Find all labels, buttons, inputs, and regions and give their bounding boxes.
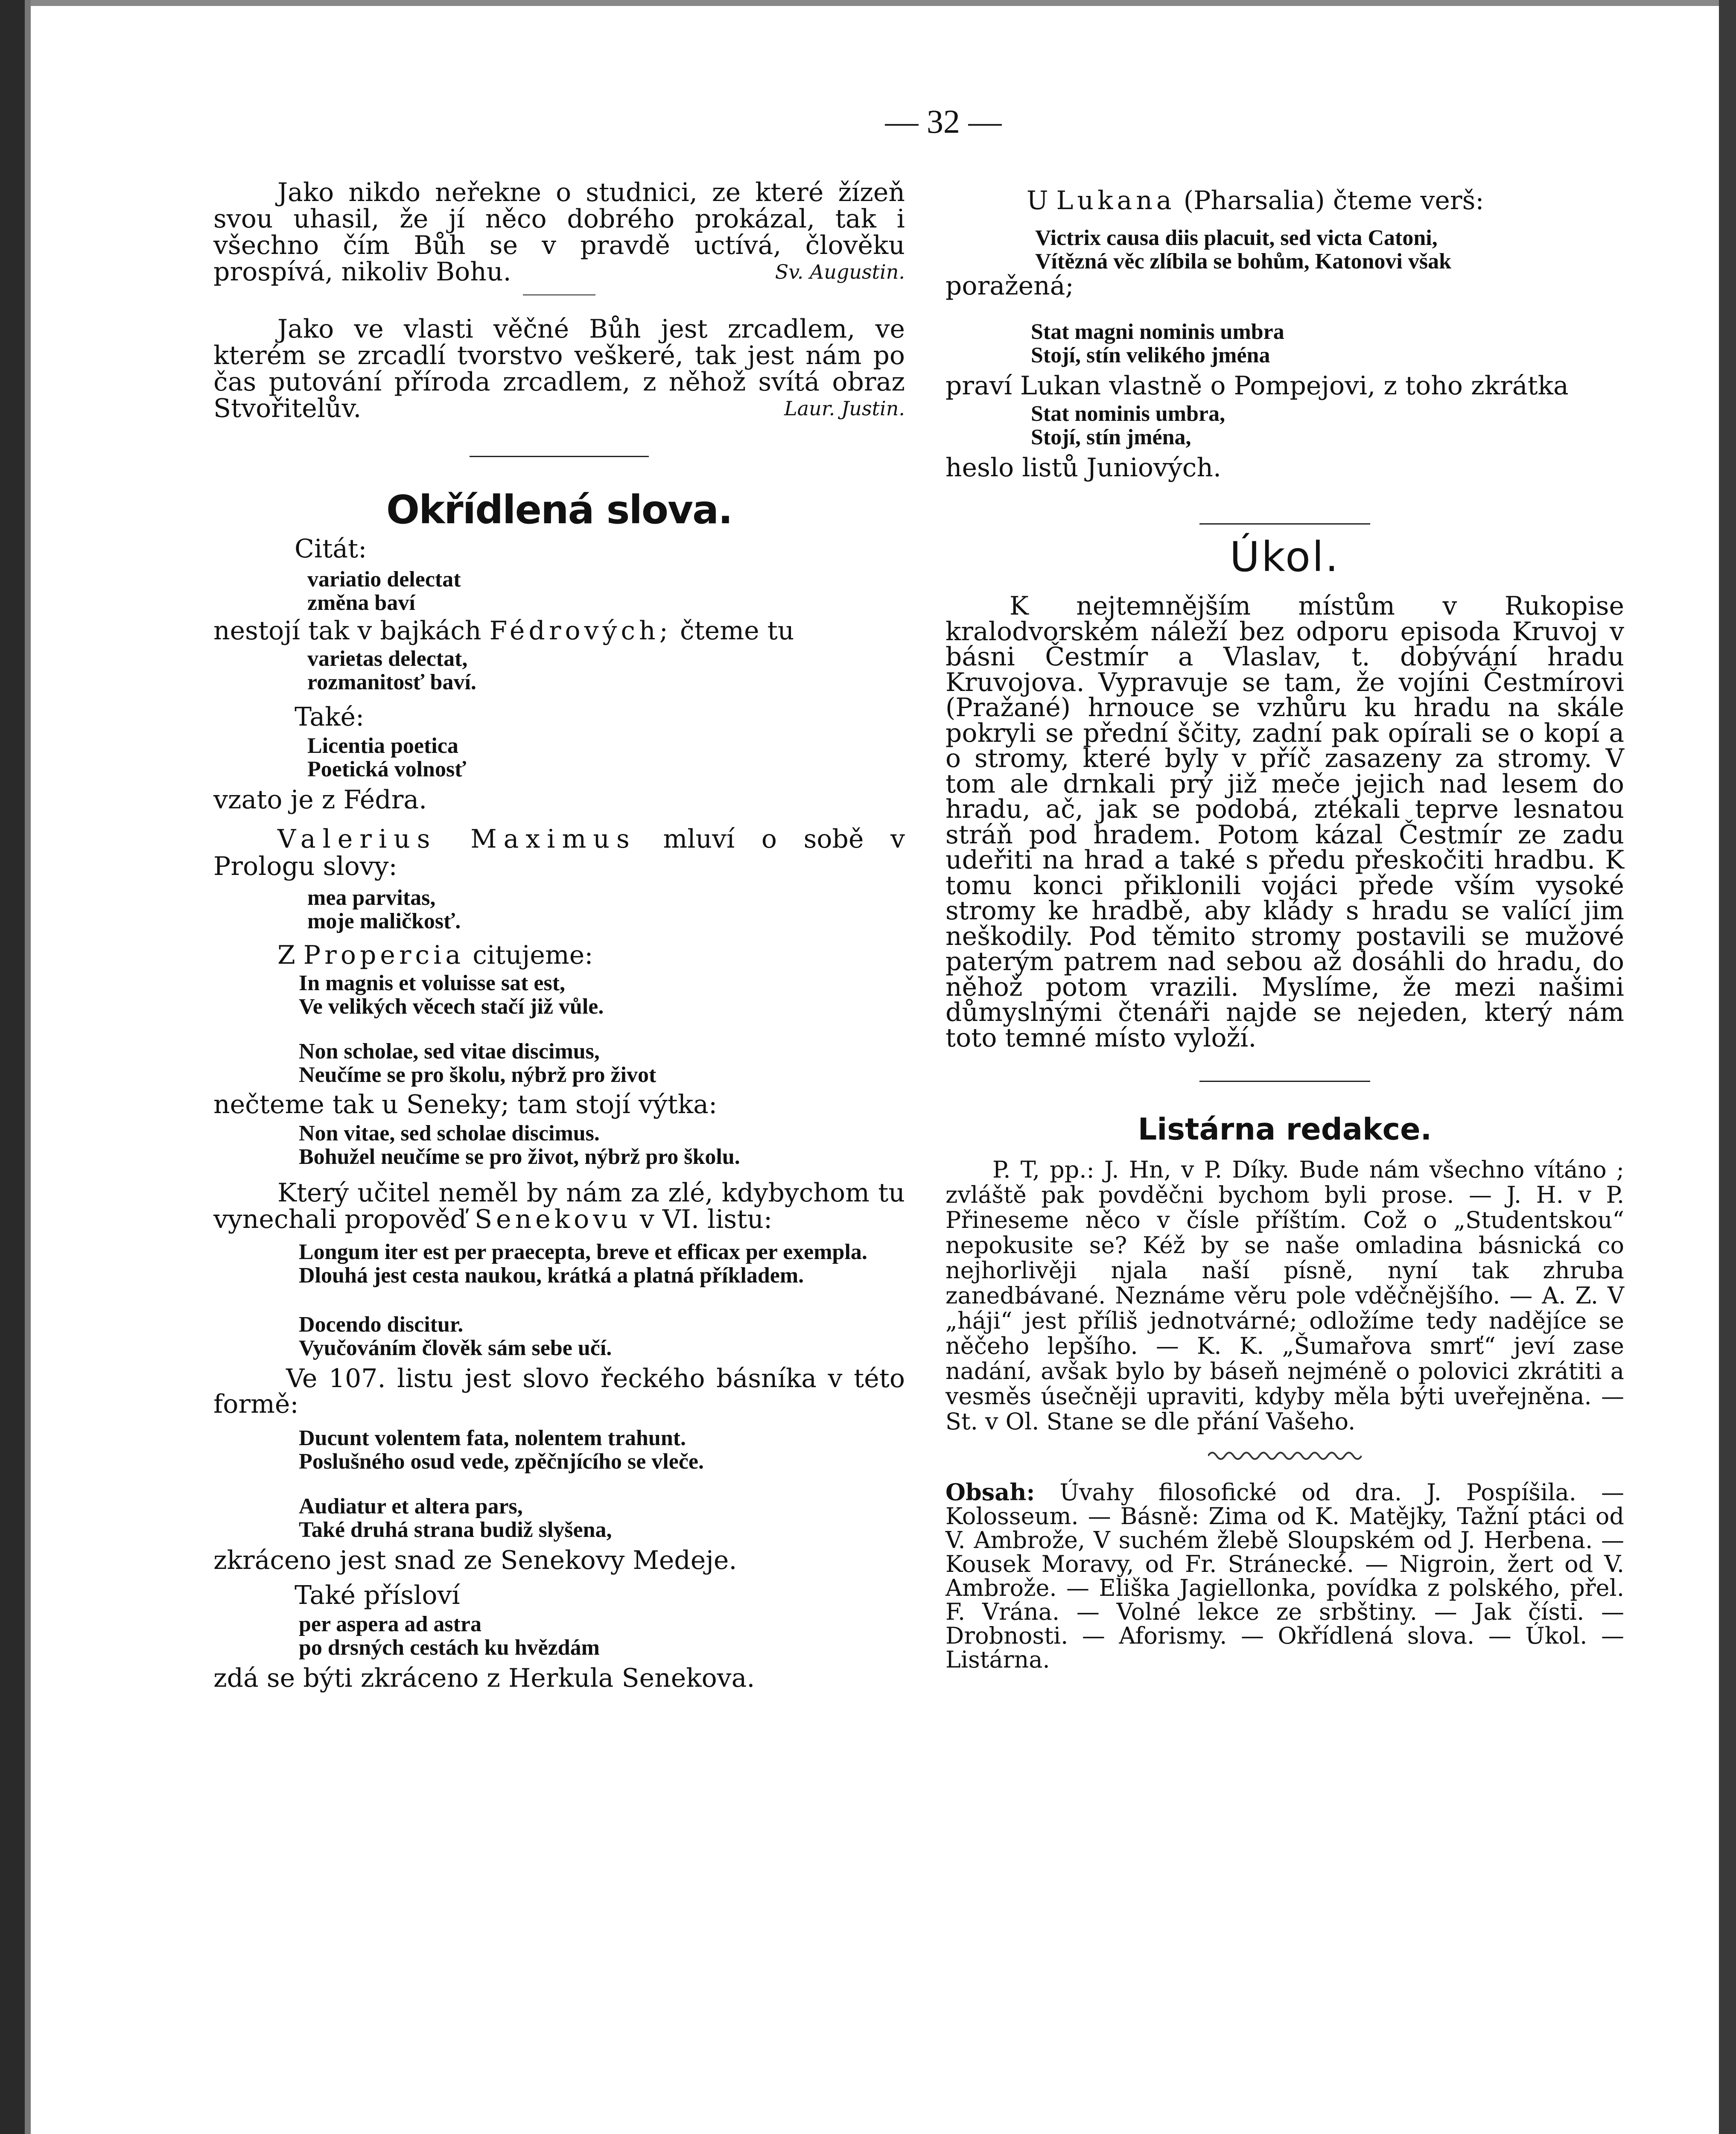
citation-czech: Poetická volnosť (307, 757, 467, 781)
text: Který učitel neměl by nám za zlé, kdybychom tu vynechali propověď (213, 1178, 905, 1234)
short-divider (523, 294, 595, 295)
citation-czech: moje maličkosť. (307, 909, 461, 933)
author-name: Propercia (303, 940, 465, 970)
section-divider (1199, 1081, 1370, 1082)
section-divider (1199, 523, 1370, 525)
contents-label: Obsah: (945, 1478, 1035, 1506)
paragraph: nečteme tak u Seneky; tam stojí výtka: (213, 1090, 718, 1119)
section-heading-listarna: Listárna redakce. (1138, 1112, 1432, 1147)
citation-czech: Dlouhá jest cesta naukou, krátká a platná příkladem. (299, 1263, 804, 1288)
scan-edge-left-inner (25, 0, 31, 2134)
text: mluví o sobě v Prologu slovy: (213, 824, 905, 881)
citation-latin: Licentia poetica (307, 734, 458, 758)
text: (Pharsalia) čteme verš: (1183, 186, 1484, 216)
citation-czech: Stojí, stín jména, (1031, 425, 1191, 449)
listarna-paragraph: P. T, pp.: J. Hn, v P. Díky. Bude nám všechno vítáno ; zvláště pak povděčni bychom byli prose. — J. H. v P. Přineseme něco v čísle příštím. Což o „Studentskou“ nepokusite se? Kéž by se naše omladina básnická co nejhorlivěji njala naší písně, nyní tak zhruba zanedbávané. Neznáme věru pole vděčnějšího. — A. Z. V „háji“ jest příliš jednotvárné; odložíme tedy nadějíce se něčeho lepšího. — K. K. „Šumařova smrť“ jeví zase nadání, avšak bylo by báseň nejméně o polovici zkrátiti a vesměs úsečněji upraviti, kdyby měla býti uveřejněna. — St. v Ol. Stane se dle přání Vašeho. (945, 1156, 1624, 1435)
citation-latin: Stat nominis umbra, (1031, 402, 1225, 426)
paragraph: Také přísloví (295, 1580, 460, 1610)
citation-czech: Poslušného osud vede, zpěčnjícího se vleče. (299, 1449, 704, 1474)
citation-czech: Vítězná věc zlíbila se bohům, Katonovi však (1035, 249, 1452, 274)
quote-augustin-text: Jako nikdo neřekne o studnici, ze které žízeň svou uhasil, že jí něco dobrého prokázal, tak i všechno čím Bůh se v pravdě uctívá, člověku prospívá, nikoliv Bohu. (213, 178, 905, 287)
wavy-divider (945, 1443, 1624, 1467)
citation-czech: Vyučováním člověk sám sebe učí. (299, 1336, 612, 1360)
paragraph (213, 1180, 905, 1233)
quote-justin-text: Jako ve vlasti věčné Bůh jest zrcadlem, ve kterém se zrcadlí tvorstvo veškeré, tak jest nám po čas putování příroda zrcadlem, z něhož svítá obraz Stvořitelův. (213, 314, 905, 423)
author-name: Lukana (1056, 186, 1176, 216)
author-name: Senekovu (475, 1204, 632, 1234)
paragraph: zdá se býti zkráceno z Herkula Senekova. (213, 1663, 755, 1693)
left-column (213, 179, 905, 1691)
citation-czech: Ve velikých věcech stačí již vůle. (299, 994, 604, 1019)
label-citat: Citát: (295, 534, 367, 564)
paragraph (213, 825, 905, 880)
quote-justin (213, 316, 905, 422)
citation-latin: per aspera ad astra (299, 1612, 482, 1636)
text: citujeme: (473, 940, 593, 970)
section-divider (470, 456, 649, 457)
citation-latin: Audiatur et altera pars, (299, 1494, 523, 1519)
signature-augustin: Sv. Augustin. (775, 260, 905, 283)
citation-latin: Non scholae, sed vitae discimus, (299, 1039, 600, 1064)
paragraph: Ve 107. listu jest slovo řeckého básníka v této formě: (213, 1364, 905, 1419)
citation-czech: Bohužel neučíme se pro život, nýbrž pro školu. (299, 1145, 740, 1169)
citation-czech: změna baví (307, 591, 415, 615)
citation-czech: Také druhá strana budiž slyšena, (299, 1518, 612, 1542)
scan-edge-left (0, 0, 25, 2134)
citation-latin: Longum iter est per praecepta, breve et efficax per exempla. (299, 1240, 867, 1264)
citation-latin: Victrix causa diis placuit, sed victa Catoni, (1035, 226, 1438, 250)
paragraph: vzato je z Fédra. (213, 785, 427, 815)
text: Z (277, 940, 295, 970)
text: U (1027, 186, 1048, 216)
citation-latin: variatio delectat (307, 567, 461, 592)
section-heading-okridlena-slova: Okřídlená slova. (386, 487, 732, 533)
quote-augustin (213, 179, 905, 285)
citation-latin: Stat magni nominis umbra (1031, 320, 1284, 344)
text: v VI. listu: (639, 1204, 773, 1234)
wavy-line-icon (1208, 1449, 1362, 1462)
citation-latin: In magnis et voluisse sat est, (299, 971, 566, 995)
citation-latin: varietas delectat, (307, 647, 468, 671)
citation-latin: Non vitae, sed scholae discimus. (299, 1121, 600, 1146)
citation-czech: rozmanitosť baví. (307, 670, 476, 694)
page-number: — 32 — (885, 103, 1002, 140)
scan-edge-top (0, 0, 1736, 6)
ukol-paragraph: K nejtemnějším místům v Rukopise kralodvorském náleží bez odporu episoda Kruvoj v básni Čestmír a Vlaslav, t. dobývání hradu Kruvojova. Vypravuje se tam, že vojíni Čestmírovi (Pražané) hrnouce se vzhůru ku hradu na skále pokryli se přední ščity, zadní pak opírali se o kopí a o stromy, které byly v příč zasazeny za stromy. V tom ale drnkali prý již meče jejich nad lesem do hradu, ač, jak se podobá, ztékali teprve lesnatou stráň pod hradem. Potom kázal Čestmír ze zadu udeřiti na hrad a také s předu přeskočiti hradbu. K tomu konci přiklonili vojáci přede vším vysoké stromy ke hradbě, aby klády s hradu se valící jim neškodily. Pod těmito stromy postavili se mužové paterým patrem nad sebou až dosáhli do hradu, do něhož potom vrazili. Myslíme, že mezi našimi důmyslnými čtenáři najde se nejeden, který nám toto temné místo vyloží. (945, 591, 1624, 1053)
paragraph: heslo listů Juniových. (945, 453, 1222, 483)
paragraph (213, 618, 905, 644)
paragraph: zkráceno jest snad ze Senekovy Medeje. (213, 1545, 737, 1575)
citation-czech: Stojí, stín velikého jména (1031, 343, 1270, 367)
citation-latin: Docendo discitur. (299, 1312, 464, 1337)
author-name: Fédrových; (489, 616, 672, 646)
paragraph (213, 942, 905, 968)
label-take: Také: (295, 702, 365, 732)
paragraph: praví Lukan vlastně o Pompejovi, z toho zkrátka (945, 371, 1569, 401)
citation-latin: mea parvitas, (307, 886, 436, 910)
citation-latin: Ducunt volentem fata, nolentem trahunt. (299, 1426, 686, 1450)
citation-czech: Neučíme se pro školu, nýbrž pro život (299, 1063, 656, 1087)
citation-czech: po drsných cestách ku hvězdám (299, 1635, 600, 1660)
right-column (945, 188, 1624, 1672)
contents-paragraph (945, 1480, 1624, 1672)
paragraph (945, 186, 1624, 216)
section-heading-ukol: Úkol. (1229, 533, 1340, 581)
signature-justin: Laur. Justin. (784, 397, 905, 420)
paragraph: poražená; (945, 271, 1074, 301)
text: nestojí tak v bajkách (213, 616, 481, 646)
author-name: Valerius Maximus (277, 824, 636, 854)
text: čteme tu (680, 616, 794, 646)
contents-text: Úvahy filosofické od dra. J. Pospíšila. — Kolosseum. — Básně: Zima od K. Matějky, Tažní ptáci od V. Ambrože, V suchém žlebě Sloupském od J. Herbena. — Kousek Moravy, od Fr. Stránecké. — Nigroin, žert od V. Ambrože. — Eliška Jagiellonka, povídka z polského, přel. F. Vrána. — Volné lekce ze srbštiny. — Jak čísti. — Drobnosti. — Aforismy. — Okřídlená slova. — Úkol. — Listárna. (945, 1479, 1624, 1673)
scan-edge-right (1719, 0, 1736, 2134)
